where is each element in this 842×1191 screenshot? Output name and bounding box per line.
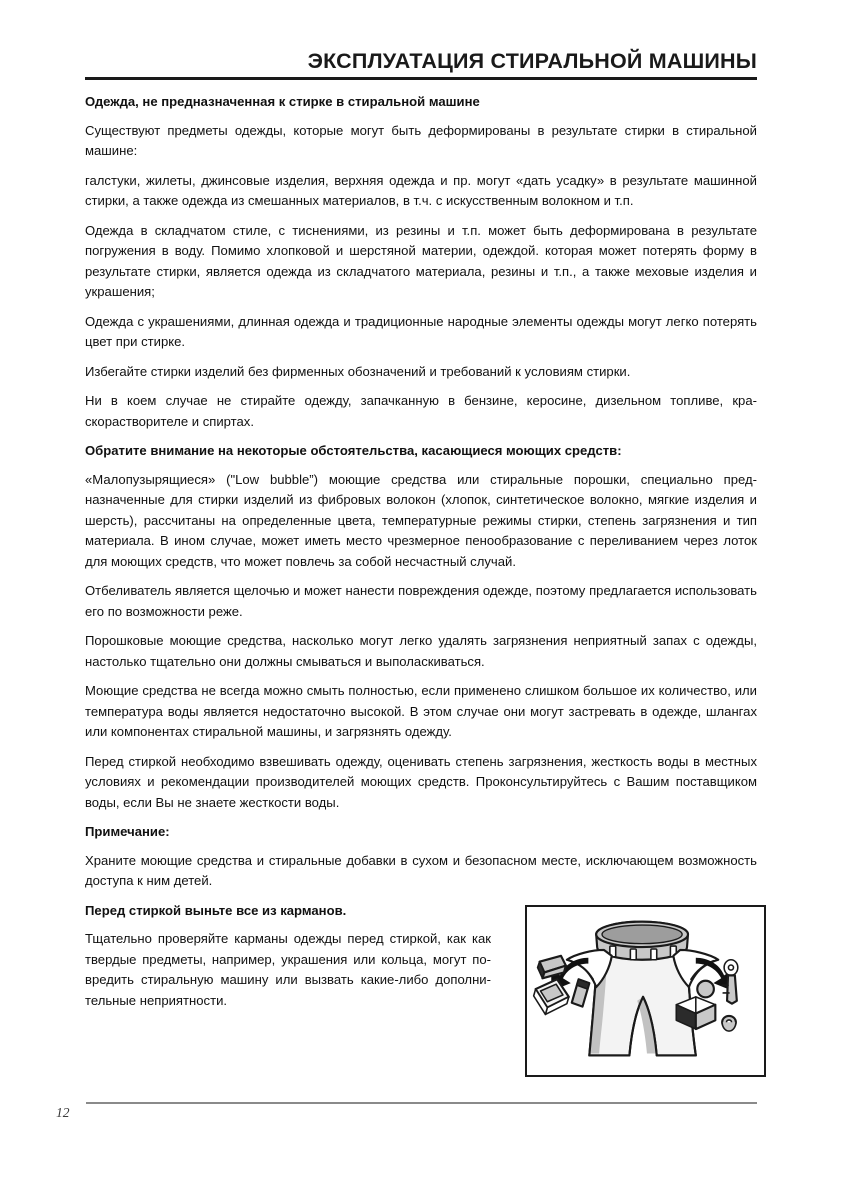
ring-item [722,1016,736,1031]
page-number: 12 [56,1105,70,1120]
section-heading-empty-pockets: Перед стиркой выньте все из карманов. [85,902,347,918]
coin-item [697,981,714,998]
paragraph-3: Одежда в складчатом стиле, с тиснениями, из резины и т.п. может быть деформирована в результате погружения в воду. Помимо хлопковой и шерстяной материи, одеждой. которая может потерять форму в результате стирки, является одежда из складчатого материала, резины и т.п., а также меховые изделия и украшения; [85,222,757,299]
section-heading-detergents: Обратите внимание на некоторые обстоятельства, касающиеся моющих средств: [85,443,622,458]
page-header [85,50,757,80]
paragraph-4: Одежда с украшениями, длинная одежда и традиционные народные элементы одежды могут легко потерять цвет при стирке. [85,313,757,349]
pockets-emptied-drawing [527,907,764,1075]
pockets-emptied-illustration [525,905,766,1077]
paragraph-6: Ни в коем случае не стирайте одежду, запачканную в бензине, керосине, дизельном топливе, краскорастворителе и спиртах. [85,393,757,429]
paragraph-5: Избегайте стирки изделий без фирменных обозначений и требований к условиям стирки. [85,363,631,379]
shorts-graphic [567,922,718,1056]
section-heading-note: Примечание: [85,824,170,839]
header-rule [85,77,757,80]
section-heading-clothes-not-for-machine: Одежда, не предназначенная к стирке в стиральной машине [85,94,480,109]
footer-rule [86,1102,757,1104]
paragraph-11: Перед стиркой необходимо взвешивать одежду, оценивать степень загрязнения, жесткость воды в местных условиях и рекомендации производителей моющих средств. Проконсультируйтесь с Вашим поставщиком воды, если Вы не знаете жесткости воды. [85,753,757,810]
paragraph-12: Храните моющие средства и стиральные добавки в сухом и безопасном месте, исключающем возможность доступа к ним детей. [85,852,757,888]
paragraph-8: Отбеливатель является щелочью и может нанести повреждения одежде, поэтому предлагается использовать его по возможности реже. [85,583,757,619]
paragraph-7: «Малопузырящиеся» ("Low bubble”) моющие средства или стиральные порошки, специально предназначенные для стирки изделий из фибровых волокон (хлопок, синтетическое волокно, мягкие изделия и шерсть), рассчитаны на определенные цвета, температурные режимы стирки, степень загрязнения и тип материала. В ином случае, может иметь место чрезмерное пенообразование с переливанием через лоток для моющих средств, что может повлечь за собой несчастный случай. [85,471,757,569]
paragraph-13: Тщательно проверяйте карманы одежды перед стиркой, как как твердые предметы, например, украшения или кольца, могут повредить стиральную машину или вызвать какие-либо дополнительные неприятности. [85,931,491,1008]
paragraph-10: Моющие средства не всегда можно смыть полностью, если применено слишком большое их количество, или температура воды является недостаточно высокой. В этом случае они могут застревать в одежде, шлангах или компонентах стиральной машины, и загрязнять одежду. [85,683,757,739]
paragraph-2: галстуки, жилеты, джинсовые изделия, верхняя одежда и пр. могут «дать усадку» в результате машинной стирки, а также одежда из смешанных материалов, в т.ч. с искусственным волокном и т.п. [85,172,757,208]
paragraph-9: Порошковые моющие средства, насколько могут легко удалять загрязнения неприятный запах с одежды, настолько тщательно они должны смываться и выполаскиваться. [85,633,757,669]
page-title: ЭКСПЛУАТАЦИЯ СТИРАЛЬНОЙ МАШИНЫ [307,49,757,73]
lighter-item [572,979,590,1006]
paragraph-1: Существуют предметы одежды, которые могут быть деформированы в результате стирки в стиральной машине: [85,122,757,158]
